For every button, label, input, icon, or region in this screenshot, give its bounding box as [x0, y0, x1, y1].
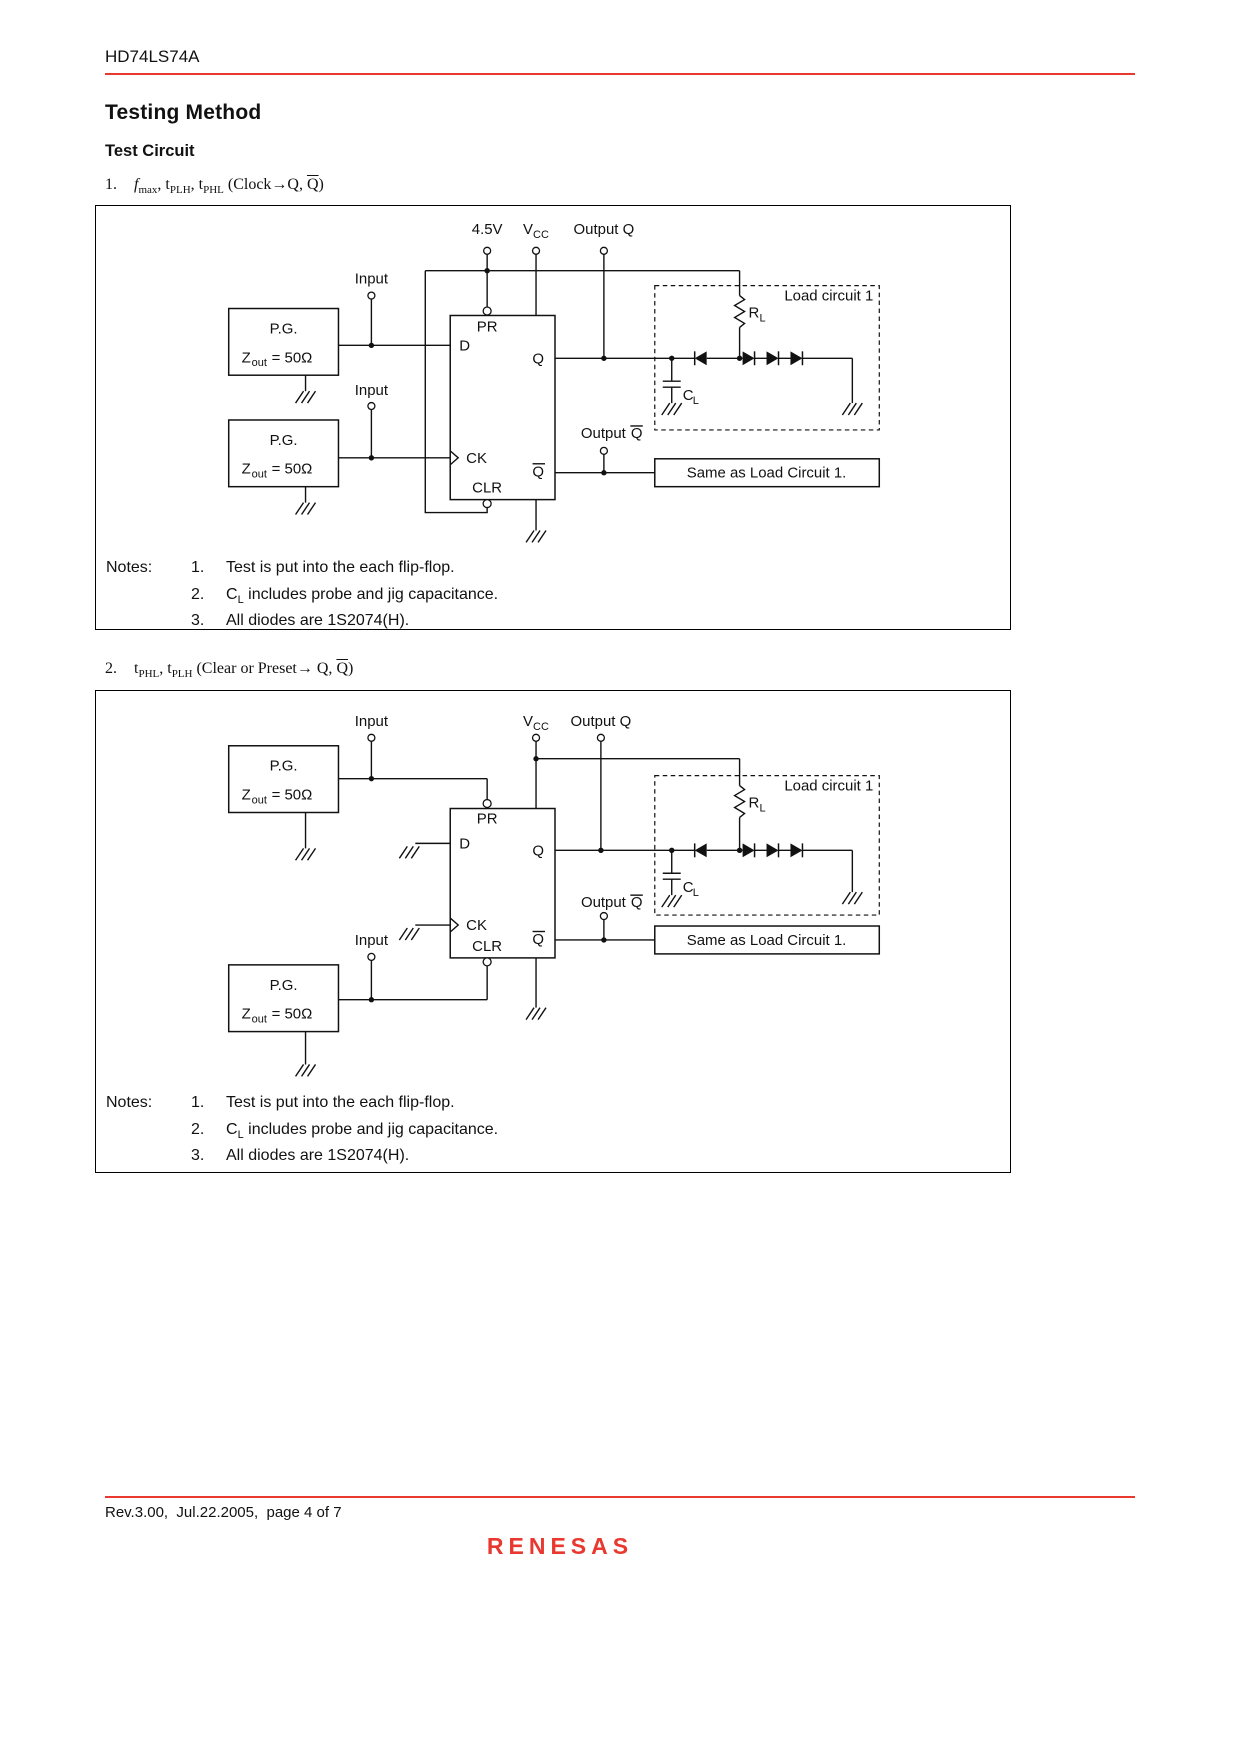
input-terminal-1 [355, 271, 389, 299]
vcc-sub: CC [533, 720, 549, 733]
note-text: All diodes are 1S2074(H). [226, 1147, 410, 1164]
load-circuit-label: Load circuit 1 [784, 777, 874, 795]
input-label: Input [354, 270, 389, 288]
ff-ck-label: CK [466, 449, 487, 467]
diode-icon [743, 351, 755, 365]
heading-subscript: PLH [169, 184, 191, 197]
terminal [600, 913, 607, 920]
diode-icon [790, 843, 802, 857]
circuit-2-heading [105, 660, 354, 681]
pg-box-1 [229, 746, 339, 813]
heading-text: (Clear or Preset→ Q, [192, 660, 337, 677]
resistor-icon [735, 786, 745, 818]
note-subscript: L [237, 593, 244, 606]
ff-clr-label: CLR [472, 937, 503, 955]
qbar-label: Q [630, 424, 643, 442]
input-terminal-2 [355, 382, 389, 409]
document-id: HD74LS74A [105, 47, 200, 66]
note-row [106, 1117, 498, 1144]
note-number: 2. [191, 585, 205, 603]
ground-icon [842, 403, 862, 415]
ground-icon [296, 503, 316, 515]
renesas-logo: RENESAS [486, 1533, 634, 1559]
output-q-label: Output Q [570, 712, 632, 730]
output-qbar-terminal [581, 894, 643, 919]
note-row [106, 1143, 498, 1170]
ff-ck-label: CK [466, 917, 487, 935]
rl-label: R [748, 304, 760, 322]
heading-subscript: PLH [171, 668, 193, 681]
ff-pr-label: PR [476, 318, 498, 336]
heading-text: t [134, 660, 139, 677]
zout-value: = 50Ω [271, 1005, 313, 1023]
circuit-1-heading [105, 176, 324, 197]
terminal [533, 734, 540, 741]
wires [306, 741, 853, 1064]
input-label: Input [354, 931, 389, 949]
diode-icon [743, 843, 755, 857]
note-text-part: includes probe and jig capacitance. [243, 585, 499, 603]
terminal [368, 953, 375, 960]
same-as-load-label: Same as Load Circuit 1. [686, 464, 847, 482]
cl-sub: L [692, 887, 699, 900]
output-q-terminal [574, 221, 635, 254]
load-circuit-label: Load circuit 1 [784, 287, 874, 305]
heading-subscript: max [138, 184, 158, 197]
same-as-load-label: Same as Load Circuit 1. [686, 931, 847, 949]
header-rule [105, 73, 1135, 75]
notes-label: Notes: [106, 559, 153, 576]
cl-sub: L [692, 395, 699, 408]
ground-icon [296, 1064, 316, 1076]
vcc-label: V [523, 220, 534, 238]
ff-d-label: D [459, 337, 471, 355]
load-circuit-box [655, 776, 880, 915]
diode-icon [767, 843, 779, 857]
zout-label: Z [241, 1005, 251, 1023]
output-q-label: Output Q [573, 220, 635, 238]
heading-text: , t [157, 176, 170, 193]
rl-sub: L [759, 802, 766, 815]
supply-45v-label: 4.5V [471, 220, 503, 238]
terminal [484, 247, 491, 254]
note-number: 1. [191, 559, 205, 576]
same-as-load-box [655, 459, 880, 487]
terminal [600, 247, 607, 254]
diode-icon [767, 351, 779, 365]
heading-number: 1. [105, 176, 117, 193]
note-text [226, 1117, 498, 1144]
test-circuit-2-panel [95, 690, 1011, 1173]
note-row [106, 608, 498, 635]
ground-icon [662, 403, 682, 415]
note-text-part: C [226, 1120, 238, 1138]
note-number: 2. [191, 1120, 205, 1138]
ff-d-label: D [459, 835, 471, 853]
note-text: Test is put into the each flip-flop. [226, 559, 455, 576]
ff-pr-label: PR [476, 810, 498, 828]
terminal [368, 734, 375, 741]
preset-bubble [483, 800, 491, 808]
heading-text: , t [190, 176, 204, 193]
pg-box-2 [229, 965, 339, 1032]
output-word-label: Output [580, 424, 626, 442]
vcc-terminal [523, 221, 549, 254]
heading-text: ) [348, 660, 354, 677]
notes [106, 555, 498, 635]
test-circuit-1-panel [95, 205, 1011, 630]
note-row [106, 555, 498, 582]
heading-qbar: $\overline{Q}$ [336, 660, 348, 677]
zout-value: = 50Ω [271, 349, 313, 367]
heading-subscript: PHL [203, 184, 224, 197]
same-as-load-box [655, 926, 880, 954]
ground-icon [296, 391, 316, 403]
notes-spacer [106, 1143, 191, 1170]
qbar-label: Q [630, 894, 643, 912]
note-text: All diodes are 1S2074(H). [226, 612, 410, 629]
terminal [597, 734, 604, 741]
heading-text: (Clock→Q, [223, 176, 307, 193]
resistor-icon [735, 296, 745, 328]
notes-spacer [106, 608, 191, 635]
output-q-terminal [571, 713, 632, 741]
zout-label: Z [241, 460, 251, 478]
note-text-part: includes probe and jig capacitance. [243, 1120, 499, 1138]
zout-value: = 50Ω [271, 460, 313, 478]
diode-icon [695, 843, 707, 857]
ff-qbar-label: Q [532, 930, 545, 948]
supply-terminal-45v [472, 221, 503, 254]
terminal [600, 447, 607, 454]
cl-label: C [682, 387, 694, 405]
note-row [106, 1090, 498, 1117]
input-label: Input [354, 712, 389, 730]
note-text [226, 582, 498, 609]
terminal [368, 292, 375, 299]
output-qbar-terminal [581, 425, 643, 454]
terminal [533, 247, 540, 254]
zout-label: Z [241, 786, 251, 804]
footer-revision: Rev.3.00, Jul.22.2005, page 4 of 7 [105, 1504, 342, 1521]
note-number: 1. [191, 1094, 205, 1111]
notes-spacer [106, 582, 191, 609]
pg-label: P.G. [269, 976, 298, 994]
flip-flop [450, 800, 555, 966]
ground-icon [662, 895, 682, 907]
terminal [368, 403, 375, 410]
vcc-label: V [523, 712, 534, 730]
subsection-title: Test Circuit [105, 142, 195, 160]
cl-label: C [682, 879, 694, 897]
pg-label: P.G. [269, 757, 298, 775]
note-number: 3. [191, 1147, 205, 1164]
ground-icon [842, 892, 862, 904]
vcc-sub: CC [533, 228, 549, 241]
clear-bubble [483, 500, 491, 508]
preset-bubble [483, 307, 491, 315]
heading-subscript: PHL [138, 668, 160, 681]
note-number: 3. [191, 612, 205, 629]
zout-sub: out [251, 794, 267, 807]
heading-text: , t [159, 660, 172, 677]
output-word-label: Output [580, 894, 626, 912]
ground-icon [296, 848, 316, 860]
note-subscript: L [237, 1128, 244, 1141]
ground-icon [399, 928, 419, 940]
section-title: Testing Method [105, 101, 262, 124]
note-text-part: C [226, 585, 238, 603]
capacitor-icon [663, 381, 681, 387]
heading-qbar: $\overline{Q}$ [306, 176, 319, 193]
pg-box-2 [229, 420, 339, 487]
heading-text: ) [318, 176, 324, 193]
clear-bubble [483, 958, 491, 966]
flip-flop [450, 307, 555, 508]
note-text: Test is put into the each flip-flop. [226, 1094, 455, 1111]
diode-icon [695, 351, 707, 365]
diode-icon [790, 351, 802, 365]
zout-value: = 50Ω [271, 786, 313, 804]
notes-label: Notes: [106, 1094, 153, 1111]
ff-q-label: Q [532, 842, 545, 860]
pg-label: P.G. [269, 431, 298, 449]
footer-rule [105, 1496, 1135, 1498]
rl-sub: L [759, 312, 766, 325]
input-label: Input [354, 382, 389, 400]
zout-label: Z [241, 349, 251, 367]
ground-icon [399, 846, 419, 858]
input-terminal-1 [355, 713, 389, 741]
zout-sub: out [251, 1013, 267, 1026]
pg-box-1 [229, 309, 339, 376]
ff-clr-label: CLR [472, 479, 503, 497]
rl-label: R [748, 794, 760, 812]
pg-label: P.G. [269, 320, 298, 338]
notes-spacer [106, 1117, 191, 1144]
note-row [106, 582, 498, 609]
input-terminal-2 [355, 932, 389, 960]
zout-sub: out [251, 357, 267, 370]
capacitor-icon [663, 873, 681, 879]
ground-icon [526, 1008, 546, 1020]
heading-symbol-f: f [134, 176, 139, 193]
heading-number: 2. [105, 660, 117, 677]
vcc-terminal [523, 713, 549, 741]
zout-sub: out [251, 468, 267, 481]
ff-qbar-label: Q [532, 463, 545, 481]
notes [106, 1090, 498, 1170]
ff-q-label: Q [532, 350, 545, 368]
ground-icon [526, 530, 546, 542]
